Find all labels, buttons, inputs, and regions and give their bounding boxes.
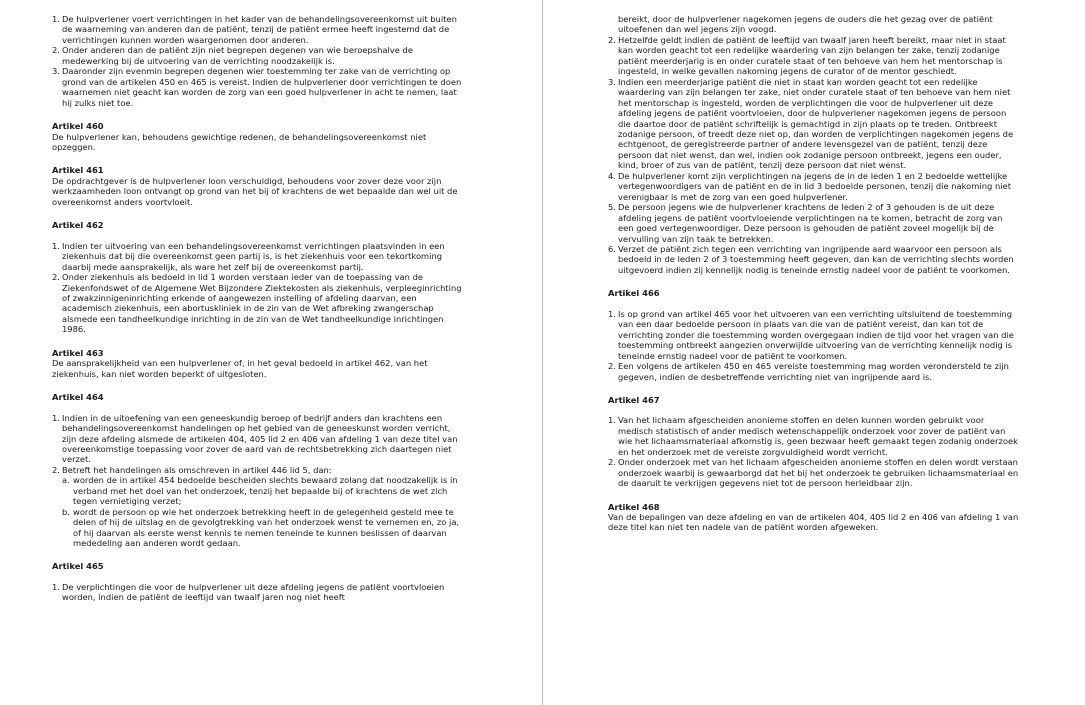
- article-463: [52, 348, 464, 379]
- article-465: [52, 561, 464, 602]
- article-462: [52, 220, 464, 335]
- list-item: [52, 241, 464, 272]
- list-item: [52, 413, 464, 465]
- item-text: De hulpverlener voert verrichtingen in het kader van de behandelingsovereenkomst uit buiten de waarneming van anderen dan de patiënt, tenzij de patiënt ermee heeft ingestemd dat de verrichtingen kunnen worden waargenomen door anderen.: [62, 14, 457, 45]
- article-466: [608, 288, 1020, 382]
- list-item: [52, 582, 464, 603]
- item-text: Indien een meerderjarige patiënt die niet in staat kan worden geacht tot een redelijke waardering van zijn belangen ter zake, niet onder curatele staat of ten behoeve van hem niet het mentorschap is ingesteld, worden de verplichtingen die voor de hulpverlener uit deze afdeling jegens de patiënt voortvloeien, door de hulpverlener nagekomen jegens de persoon die daartoe door de patiënt schriftelijk is gemachtigd in zijn plaats op te treden. Ontbreekt zodanige persoon, of treedt deze niet op, dan worden de verplichtingen nagekomen jegens de echtgenoot, de geregistreerde partner of andere levensgezel van de patiënt, tenzij deze persoon dat niet wenst, dan wel, indien ook zodanige persoon ontbreekt, jegens een ouder, kind, broer of zus van de patiënt, tenzij deze persoon dat niet wenst.: [618, 76, 1014, 171]
- list-item: [608, 309, 1020, 361]
- item-number: 2.: [52, 464, 60, 475]
- item-text: Van het lichaam afgescheiden anonieme stoffen en delen kunnen worden gebruikt voor medisch statistisch of ander medisch wetenschappelijk onderzoek voor zover de patiënt van wie het lichaamsmateriaal afkomstig is, geen bezwaar heeft gemaakt tegen zodanig onderzoek en het onderzoek met de vereiste zorgvuldigheid wordt verricht.: [618, 415, 1018, 457]
- item-text: Onder onderzoek met van het lichaam afgescheiden anonieme stoffen en delen wordt verstaan onderzoek waarbij is gewaarborgd dat het bij het onderzoek te gebruiken lichaamsmateriaal en de daaruit te verkrijgen gegevens niet tot de persoon herleidbaar zijn.: [618, 457, 1019, 489]
- item-list: [52, 14, 464, 108]
- item-text: Is op grond van artikel 465 voor het uitvoeren van een verrichting uitsluitend de toestemming van een daar bedoelde persoon in plaats van die van de patiënt vereist, dan kan tot de verrichting zonder die toestemming worden overgegaan indien de tijd voor het vragen van die toestemming ontbreekt aangezien onverwijlde uitvoering van de verrichting kennelijk nodig is teneinde ernstig nadeel voor de patiënt te voorkomen.: [618, 308, 1014, 361]
- article-467: [608, 395, 1020, 489]
- sub-item-letter: a.: [62, 475, 70, 486]
- article-468: [608, 502, 1020, 533]
- column-divider: [542, 0, 543, 705]
- right-column: [608, 14, 1020, 546]
- sub-item-text: wordt de persoon op wie het onderzoek betrekking heeft in de gelegenheid gesteld mee te delen of hij de uitslag en de gevolgtrekking van het onderzoek wenst te vernemen en, zo ja, of hij daarvan als eerste wenst kennis te nemen teneinde te kunnen beslissen of daarvan mededeling aan anderen wordt gedaan.: [73, 506, 460, 549]
- left-column: [52, 14, 464, 616]
- sub-item-letter: b.: [62, 506, 70, 517]
- item-number: 2.: [608, 457, 616, 468]
- article-461: [52, 165, 464, 207]
- item-list: [52, 413, 464, 549]
- continued-text: bereikt, door de hulpverlener nagekomen jegens de ouders die het gezag over de patiënt uitoefenen dan wel jegens zijn voogd.: [618, 14, 993, 35]
- item-number: 1.: [52, 412, 60, 423]
- item-text: Een volgens de artikelen 450 en 465 vereiste toestemming mag worden verondersteld te zijn gegeven, indien de desbetreffende verrichting niet van ingrijpende aard is.: [618, 361, 1009, 382]
- item-number: 2.: [52, 45, 60, 56]
- item-number: 5.: [608, 202, 616, 213]
- article-title: Artikel 468: [608, 501, 660, 512]
- list-item: [608, 244, 1020, 275]
- item-number: 3.: [608, 76, 616, 87]
- article-460: [52, 121, 464, 152]
- sub-item-text: worden de in artikel 454 bedoelde bescheiden slechts bewaard zolang dat noodzakelijk is in verband met het doel van het onderzoek, tenzij het bepaalde bij of krachtens de wet zich tegen vernietiging verzet;: [73, 475, 458, 507]
- item-list: [608, 35, 1020, 275]
- article-title: Artikel 464: [52, 392, 104, 403]
- item-list: [52, 582, 464, 603]
- item-text: Indien in de uitoefening van een geneeskundig beroep of bedrijf anders dan krachtens een behandelingsovereenkomst handelingen op het gebied van de geneeskunst worden verricht, zijn deze afdeling alsmede de artikelen 404, 405 lid 2 en 406 van afdeling 1 van deze titel van overeenkomstige toepassing voor zover de aard van de rechtsbetrekking zich daartegen niet verzet.: [62, 412, 458, 465]
- list-item: [608, 361, 1020, 382]
- list-item: [608, 415, 1020, 457]
- article-text: De opdrachtgever is de hulpverlener loon verschuldigd, behoudens voor zover deze voor zijn werkzaamheden loon ontvangt op grond van het bij of krachtens de wet bepaalde dan wel uit de overeenkomst anders voortvloeit.: [52, 175, 458, 207]
- list-item: [52, 66, 464, 108]
- list-item: [52, 14, 464, 45]
- item-number: 1.: [608, 415, 616, 426]
- article-text: De aansprakelijkheid van een hulpverlener of, in het geval bedoeld in artikel 462, van het ziekenhuis, kan niet worden beperkt of uitgesloten.: [52, 358, 428, 379]
- item-text: De verplichtingen die voor de hulpverlener uit deze afdeling jegens de patiënt voortvloeien worden, indien de patiënt de leeftijd van twaalf jaren nog niet heeft: [62, 581, 445, 603]
- article-title: Artikel 466: [608, 288, 660, 299]
- item-text: Daaronder zijn evenmin begrepen degenen wier toestemming ter zake van de verrichting op grond van de artikelen 450 en 465 is vereist. Indien de hulpverlener door verrichtingen te doen waarnemen niet geacht kan worden de zorg van een goed hulpverlener in acht te nemen, laat hij zulks niet toe.: [62, 66, 462, 108]
- item-number: 6.: [608, 243, 616, 254]
- item-text: Hetzelfde geldt indien de patiënt de leeftijd van twaalf jaren heeft bereikt, maar niet in staat kan worden geacht tot een redelijke waardering van zijn belangen ter zake, tenzij zodanige patiënt meerderjarig is en onder curatele staat of ten behoeve van hem het mentorschap is ingesteld, in welke gevallen nakoming jegens de curator of de mentor geschiedt.: [618, 34, 1006, 77]
- item-list: [608, 309, 1020, 382]
- article-title: Artikel 462: [52, 220, 104, 231]
- item-list: [52, 241, 464, 335]
- article-title: Artikel 463: [52, 347, 104, 358]
- list-item: [52, 465, 464, 549]
- item-text: De persoon jegens wie de hulpverlener krachtens de leden 2 of 3 gehouden is de uit deze afdeling jegens de patiënt voortvloeiende verplichtingen na te komen, betracht de zorg van een goed vertegenwoordiger. Deze persoon is gehouden de patiënt zoveel mogelijk bij de vervulling van zijn taak te betrekken.: [618, 202, 1003, 244]
- article-text: Van de bepalingen van deze afdeling en van de artikelen 404, 405 lid 2 en 406 van afdeling 1 van deze titel kan niet ten nadele van de patiënt worden afgeweken.: [608, 512, 1019, 533]
- article-title: Artikel 461: [52, 165, 104, 176]
- item-number: 2.: [52, 272, 60, 283]
- item-text: De hulpverlener komt zijn verplichtingen na jegens de in de leden 1 en 2 bedoelde wettelijke vertegenwoordigers van de patiënt en de in lid 3 bedoelde personen, tenzij die nakoming niet verenigbaar is met de zorg van een goed hulpverlener.: [618, 170, 1011, 202]
- item-number: 1.: [52, 240, 60, 251]
- item-text: Verzet de patiënt zich tegen een verrichting van ingrijpende aard waarvoor een persoon als bedoeld in de leden 2 of 3 toestemming heeft gegeven, dan kan de verrichting slechts worden uitgevoerd indien zij kennelijk nodig is teneinde ernstig nadeel voor de patiënt te voorkomen.: [618, 243, 1014, 275]
- article-text: De hulpverlener kan, behoudens gewichtige redenen, de behandelingsovereenkomst niet opzeggen.: [52, 131, 427, 152]
- article-title: Artikel 465: [52, 561, 104, 572]
- item-body: [62, 465, 464, 549]
- list-item: [608, 35, 1020, 77]
- item-text: Onder ziekenhuis als bedoeld in lid 1 worden verstaan ieder van de toepassing van de Ziekenfondswet of de Algemene Wet Bijzondere Ziektekosten als ziekenhuis, verpleeginrichting of zwakzinnigeninrichting erkende of aangewezen instelling of afdeling daarvan, een academisch ziekenhuis, een abortuskliniek in de zin van de Wet afbreking zwangerschap alsmede een tandheelkundige inrichting in de zin van de Wet tandheelkundige inrichtingen 1986.: [62, 272, 462, 335]
- list-item: [608, 171, 1020, 202]
- item-number: 1.: [52, 581, 60, 592]
- list-item: [608, 457, 1020, 488]
- article-464: [52, 392, 464, 548]
- article-title: Artikel 467: [608, 394, 660, 405]
- list-item: [608, 77, 1020, 171]
- article-465-continuation: [608, 14, 1020, 275]
- item-number: 1.: [52, 14, 60, 24]
- item-text: Onder anderen dan de patiënt zijn niet begrepen degenen van wie beroepshalve de medewerking bij de uitvoering van de verrichting noodzakelijk is.: [62, 45, 413, 66]
- list-item: [52, 272, 464, 335]
- item-number: 3.: [52, 66, 60, 77]
- list-item: [608, 202, 1020, 244]
- item-list: [608, 415, 1020, 488]
- sub-item: [62, 475, 464, 506]
- item-number: 2.: [608, 34, 616, 45]
- article-title: Artikel 460: [52, 121, 104, 132]
- item-number: 1.: [608, 308, 616, 319]
- item-text: Indien ter uitvoering van een behandelingsovereenkomst verrichtingen plaatsvinden in een ziekenhuis dat bij die overeenkomst geen partij is, is het ziekenhuis voor een tekortkoming daarbij mede aansprakelijk, als ware het zelf bij de overeenkomst partij.: [62, 240, 445, 272]
- item-text: Betreft het handelingen als omschreven in artikel 446 lid 5, dan:: [62, 464, 332, 475]
- sub-item: [62, 507, 464, 549]
- item-number: 4.: [608, 170, 616, 181]
- list-item: [52, 45, 464, 66]
- sub-list: [62, 475, 464, 548]
- item-number: 2.: [608, 361, 616, 372]
- article-459-continuation: [52, 14, 464, 108]
